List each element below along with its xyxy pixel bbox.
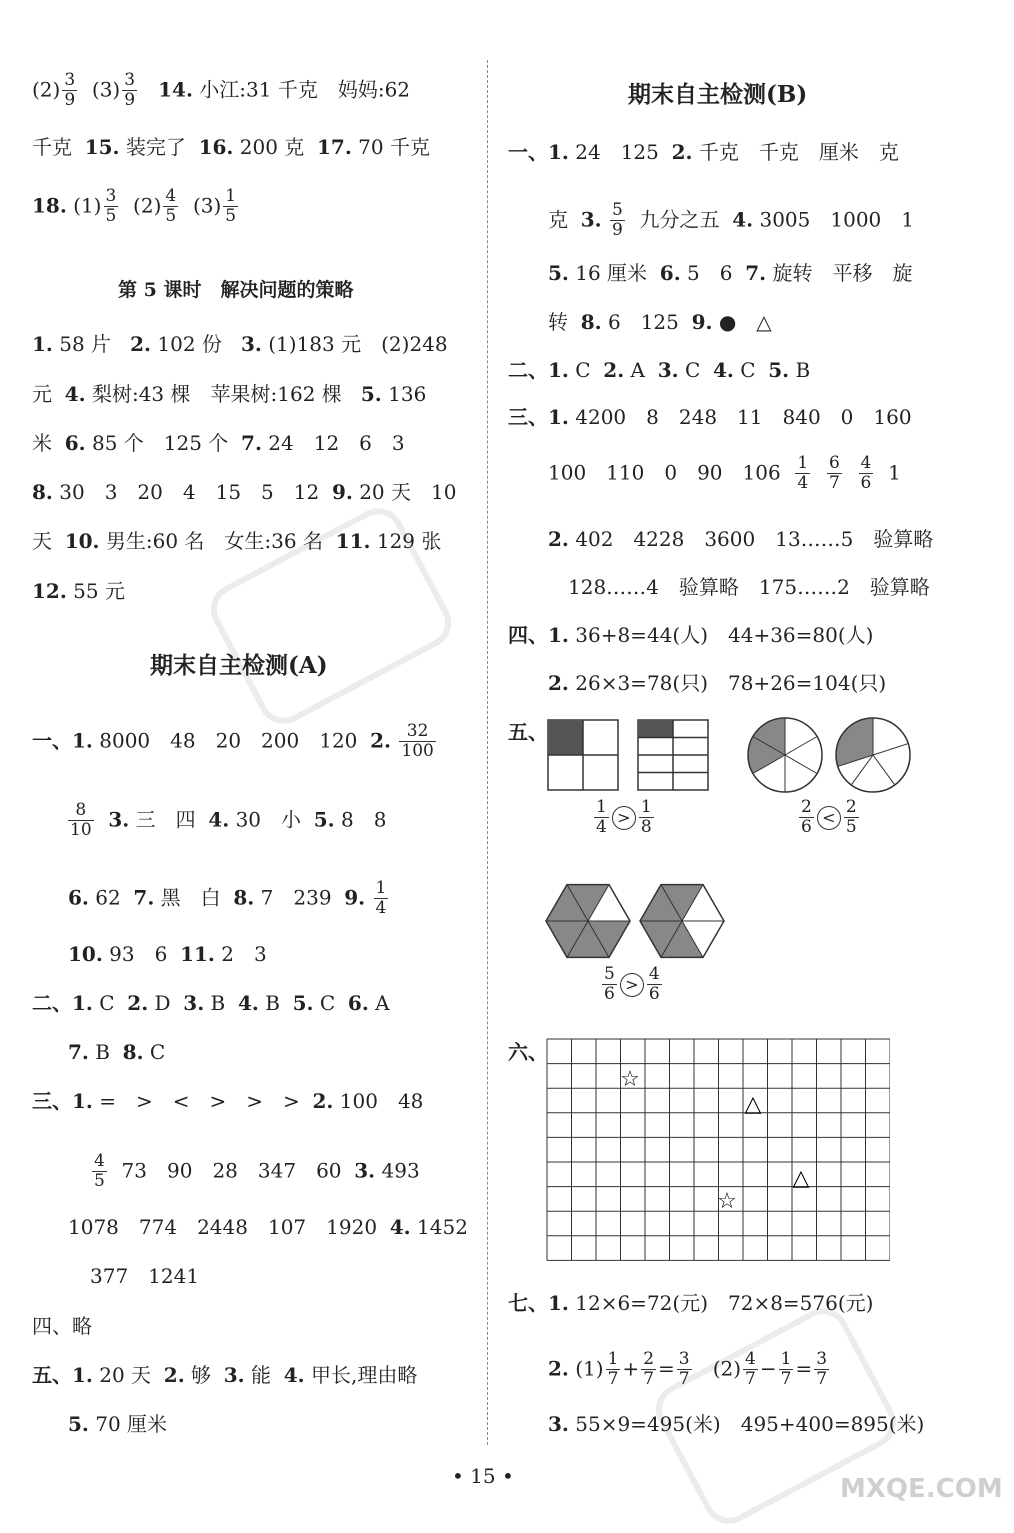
- answer-line: 四、1. 36+8=44(人) 44+36=80(人): [508, 623, 874, 647]
- text: (2): [32, 77, 61, 102]
- section-label: 五、: [508, 720, 548, 744]
- comparison-sign: >: [612, 806, 636, 830]
- fraction: $\frac{1}{5}$: [225, 186, 237, 226]
- lesson-title: 第 5 课时 解决问题的策略: [118, 279, 354, 301]
- text: 小江:31 千克 妈妈:62: [199, 77, 411, 102]
- fraction: $\frac{4}{5}$: [94, 1151, 105, 1191]
- answer-line: 3. 55×9=495(米) 495+400=895(米): [548, 1412, 925, 1436]
- item-number: 14.: [158, 77, 193, 102]
- comparison: $\frac{5}{6}$ > $\frac{4}{6}$: [604, 964, 660, 1004]
- fraction: $\frac{4}{6}$: [860, 453, 872, 493]
- fraction: $\frac{8}{10}$: [70, 800, 92, 840]
- answer-line: 米 6. 85 个 125 个 7. 24 12 6 3: [32, 431, 405, 455]
- fraction: $\frac{1}{4}$: [375, 878, 387, 918]
- fraction: $\frac{3}{9}$: [64, 70, 76, 110]
- hexagon-five-sixths: [546, 885, 630, 958]
- fraction: $\frac{5}{9}$: [611, 200, 623, 240]
- fraction: $\frac{1}{4}$: [797, 453, 809, 493]
- answer-line: 二、1. C 2. A 3. C 4. C 5. B: [508, 358, 811, 382]
- answer-line: 5. 16 厘米 6. 5 6 7. 旋转 平移 旋: [548, 261, 913, 285]
- answer-line: 三、1. 4200 8 248 11 840 0 160: [508, 405, 912, 429]
- answer-line: 12. 55 元: [32, 579, 125, 603]
- section-title: 期末自主检测(A): [150, 652, 328, 679]
- circle-sixths: [748, 718, 822, 792]
- answer-line: 7. B 8. C: [68, 1040, 166, 1064]
- circle-fifths: [836, 718, 910, 792]
- square-quarter: [548, 720, 618, 790]
- fraction: $\frac{3}{5}$: [105, 186, 117, 226]
- fraction: $\frac{6}{7}$: [828, 453, 840, 493]
- answer-line: 1. 58 片 2. 102 份 3. (1)183 元 (2)248: [32, 332, 448, 356]
- answer-line: 10. 93 6 11. 2 3: [68, 942, 267, 966]
- coordinate-grid: [546, 1038, 890, 1266]
- answer-line: 2. 402 4228 3600 13……5 验算略: [548, 527, 934, 551]
- answer-line: 18. (1) $\frac{3}{5}$ (2) $\frac{4}{5}$ (3) $\frac{1}{5}$: [32, 186, 237, 226]
- triangle-mark: △: [744, 1092, 762, 1117]
- section-title: 期末自主检测(B): [628, 81, 808, 108]
- answer-line: 5. 70 厘米: [68, 1412, 168, 1436]
- comparison-sign: <: [817, 806, 841, 830]
- answer-line: $\frac{8}{10}$ 3. 三 四 4. 30 小 5. 8 8: [70, 800, 387, 840]
- fraction: $\frac{32}{100}$: [401, 721, 434, 761]
- column-divider: [487, 60, 488, 1445]
- corner-logo: MXQE.COM: [840, 1474, 1003, 1504]
- answer-line: 四、略: [32, 1314, 92, 1338]
- answer-line: 1078 774 2448 107 1920 4. 1452: [68, 1215, 468, 1239]
- hexagon-four-sixths: [640, 885, 724, 958]
- answer-line: 天 10. 男生:60 名 女生:36 名 11. 129 张: [32, 529, 442, 553]
- answer-line: [32, 72, 410, 110]
- answer-line: 一、1. 8000 48 20 200 120 2. $\frac{32}{100}$: [32, 721, 434, 761]
- star-mark: ☆: [620, 1067, 640, 1092]
- answer-line: 100 110 0 90 106 $\frac{1}{4}$ $\frac{6}{7}$ $\frac{4}{6}$ 1: [548, 453, 901, 493]
- fraction: $\frac{4}{5}$: [165, 186, 177, 226]
- answer-line: 三、1. = > < > > > 2. 100 48: [32, 1089, 424, 1113]
- comparison-sign: >: [620, 973, 644, 997]
- answer-line: 2. (1) $\frac{1}{7}$ + $\frac{2}{7}$ = $\frac{3}{7}$ (2) $\frac{4}{7}$ − $\frac{1}{7}$ = $\frac{3}{7}$: [548, 1349, 828, 1389]
- star-mark: ☆: [717, 1189, 737, 1214]
- answer-line: 五、1. 20 天 2. 够 3. 能 4. 甲长,理由略: [32, 1363, 418, 1387]
- triangle-mark: △: [792, 1166, 810, 1191]
- answer-line: 128……4 验算略 175……2 验算略: [568, 575, 930, 599]
- answer-line: 377 1241: [90, 1264, 200, 1288]
- section-label: 六、: [508, 1040, 548, 1064]
- answer-line: 一、1. 24 125 2. 千克 千克 厘米 克: [508, 140, 899, 164]
- answer-line: 元 4. 梨树:43 棵 苹果树:162 棵 5. 136: [32, 382, 427, 406]
- answer-line: 转 8. 6 125 9. ● △: [548, 310, 772, 334]
- answer-line: 千克 15. 装完了 16. 200 克 17. 70 千克: [32, 135, 430, 159]
- answer-line: $\frac{4}{5}$ 73 90 28 347 60 3. 493: [94, 1151, 420, 1191]
- page-number: • 15 •: [452, 1464, 514, 1488]
- comparison: $\frac{2}{6}$ < $\frac{2}{5}$: [801, 797, 857, 837]
- square-eighth: [638, 720, 708, 790]
- answer-line: 2. 26×3=78(只) 78+26=104(只): [548, 671, 887, 695]
- answer-line: 8. 30 3 20 4 15 5 12 9. 20 天 10: [32, 480, 457, 504]
- answer-line: 二、1. C 2. D 3. B 4. B 5. C 6. A: [32, 991, 390, 1015]
- text: (3): [91, 77, 121, 102]
- answer-line: 克 3. $\frac{5}{9}$ 九分之五 4. 3005 1000 1: [548, 200, 915, 240]
- comparison: $\frac{1}{4}$ > $\frac{1}{8}$: [596, 797, 652, 837]
- answer-line: 七、1. 12×6=72(元) 72×8=576(元): [508, 1291, 874, 1315]
- fraction: $\frac{3}{9}$: [124, 70, 136, 110]
- fraction-figures: [540, 715, 930, 1015]
- answer-line: 6. 62 7. 黑 白 8. 7 239 9. $\frac{1}{4}$: [68, 878, 387, 918]
